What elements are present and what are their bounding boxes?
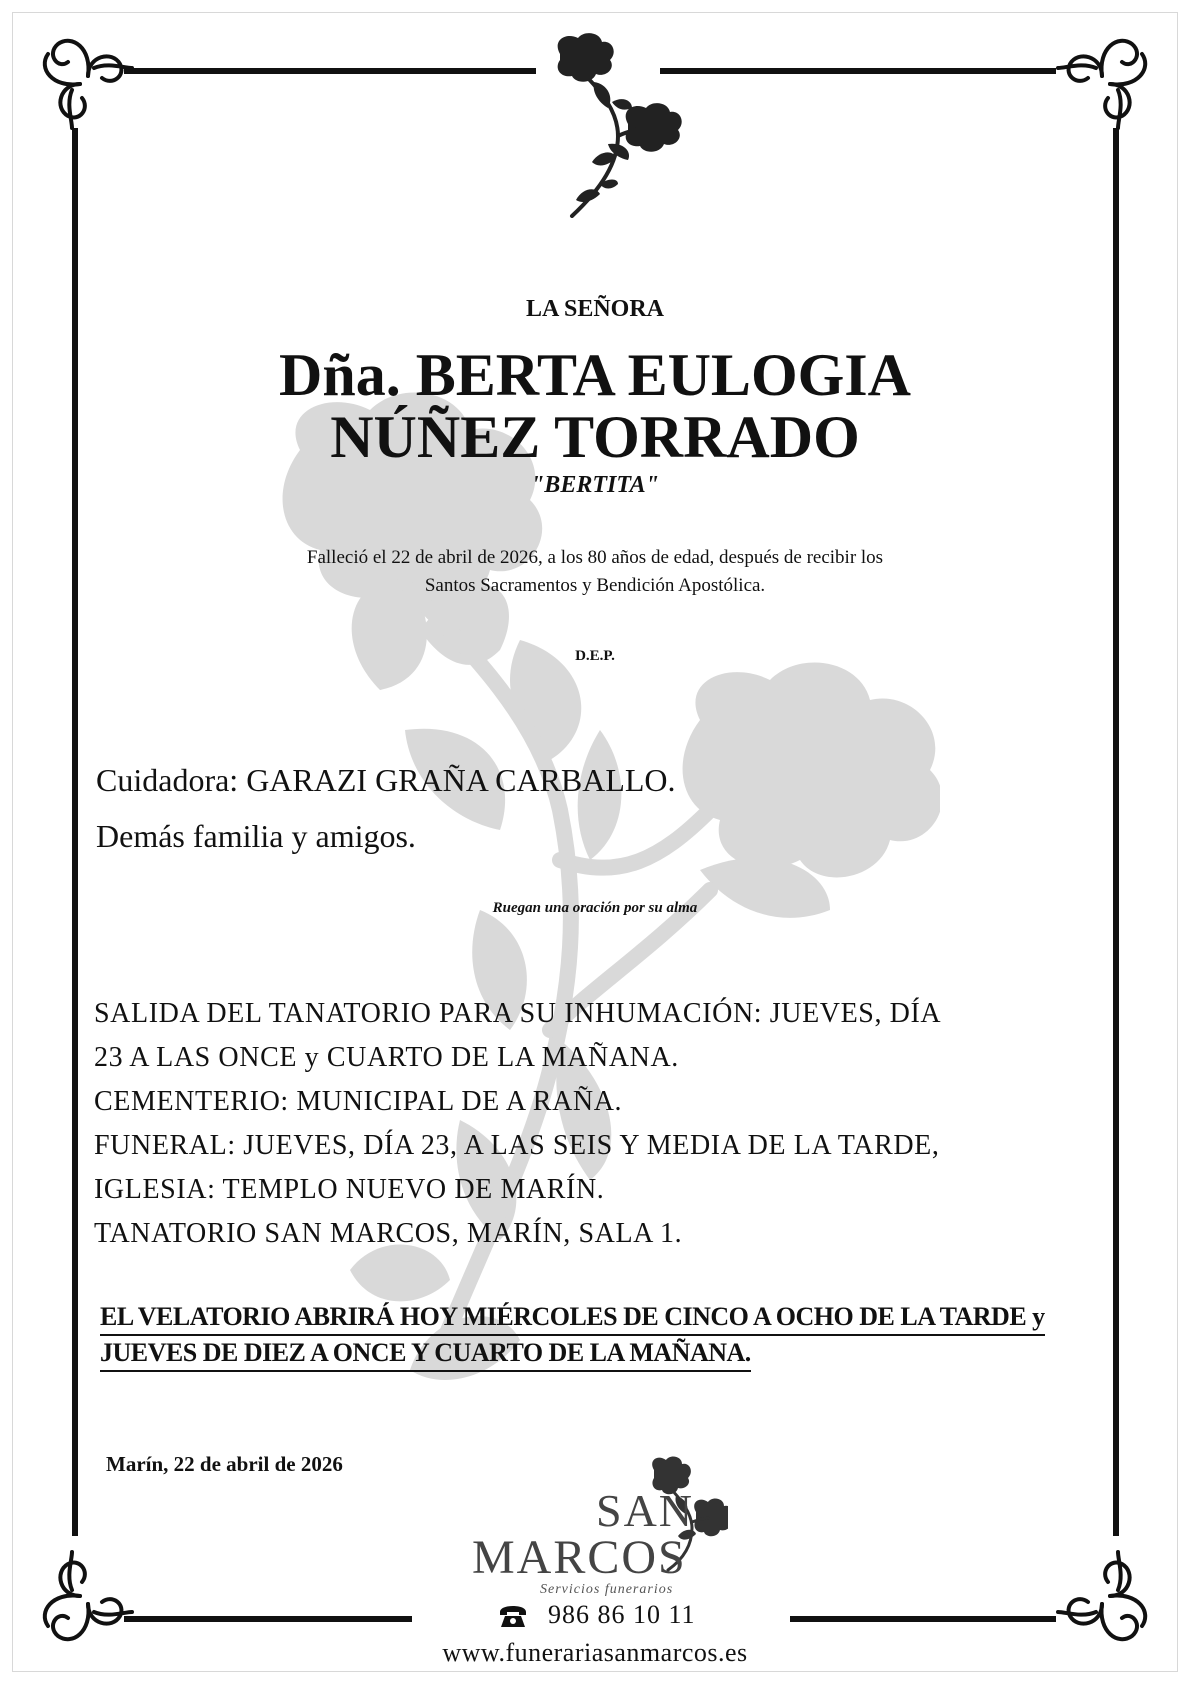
service-line: IGLESIA: TEMPLO NUEVO DE MARÍN.: [94, 1174, 605, 1205]
service-details: [94, 992, 941, 1256]
phone-number: 986 86 10 11: [548, 1600, 696, 1629]
service-line: FUNERAL: JUEVES, DÍA 23, A LAS SEIS Y MEDIA DE LA TARDE,: [94, 1130, 940, 1161]
frame-line-top-right: [660, 68, 1056, 74]
wake-line2: JUEVES DE DIEZ A ONCE Y CUARTO DE LA MAÑANA.: [100, 1336, 751, 1372]
website-url: www.funerariasanmarcos.es: [442, 1638, 748, 1667]
service-line: CEMENTERIO: MUNICIPAL DE A RAÑA.: [94, 1086, 623, 1117]
frame-line-top-left: [124, 68, 536, 74]
caregiver-line: Cuidadora: GARAZI GRAÑA CARBALLO.: [96, 762, 676, 798]
frame-line-bottom-left: [124, 1616, 412, 1622]
death-note-line2: Santos Sacramentos y Bendición Apostólica.: [424, 575, 766, 596]
service-line: 23 A LAS ONCE y CUARTO DE LA MAÑANA.: [94, 1042, 679, 1073]
deceased-name-line1: Dña. BERTA EULOGIA: [279, 342, 911, 408]
service-line: TANATORIO SAN MARCOS, MARÍN, SALA 1.: [94, 1218, 683, 1249]
service-line: SALIDA DEL TANATORIO PARA SU INHUMACIÓN: JUEVES, DÍA: [94, 998, 942, 1029]
relatives-line: Demás familia y amigos.: [96, 818, 416, 854]
death-note: [0, 544, 1190, 600]
telephone-icon: [498, 1606, 528, 1628]
death-note-line1: Falleció el 22 de abril de 2026, a los 80 años de edad, después de recibir los: [306, 547, 884, 568]
wake-schedule: [100, 1300, 1045, 1372]
deceased-name-line2: NÚÑEZ TORRADO: [330, 404, 860, 470]
wake-line1: EL VELATORIO ABRIRÁ HOY MIÉRCOLES DE CINCO A OCHO DE LA TARDE y: [100, 1300, 1045, 1336]
corner-ornament-icon: [1052, 28, 1158, 134]
corner-ornament-icon: [32, 1546, 138, 1652]
logo-text-san: SAN: [596, 1485, 695, 1536]
rip-abbreviation: D.E.P.: [575, 648, 615, 664]
deceased-nickname: "BERTITA": [530, 472, 659, 498]
honorific-heading: LA SEÑORA: [525, 296, 665, 322]
frame-line-bottom-right: [790, 1616, 1056, 1622]
frame-line-right: [1113, 128, 1119, 1536]
logo-tagline: Servicios funerarios: [540, 1582, 674, 1597]
corner-ornament-icon: [1052, 1546, 1158, 1652]
flower-icon: [552, 32, 692, 218]
place-and-date: Marín, 22 de abril de 2026: [106, 1452, 343, 1476]
frame-line-left: [72, 128, 78, 1536]
corner-ornament-icon: [32, 28, 138, 134]
logo-text-marcos: MARCOS: [472, 1531, 687, 1584]
prayer-request: Ruegan una oración por su alma: [492, 900, 698, 916]
